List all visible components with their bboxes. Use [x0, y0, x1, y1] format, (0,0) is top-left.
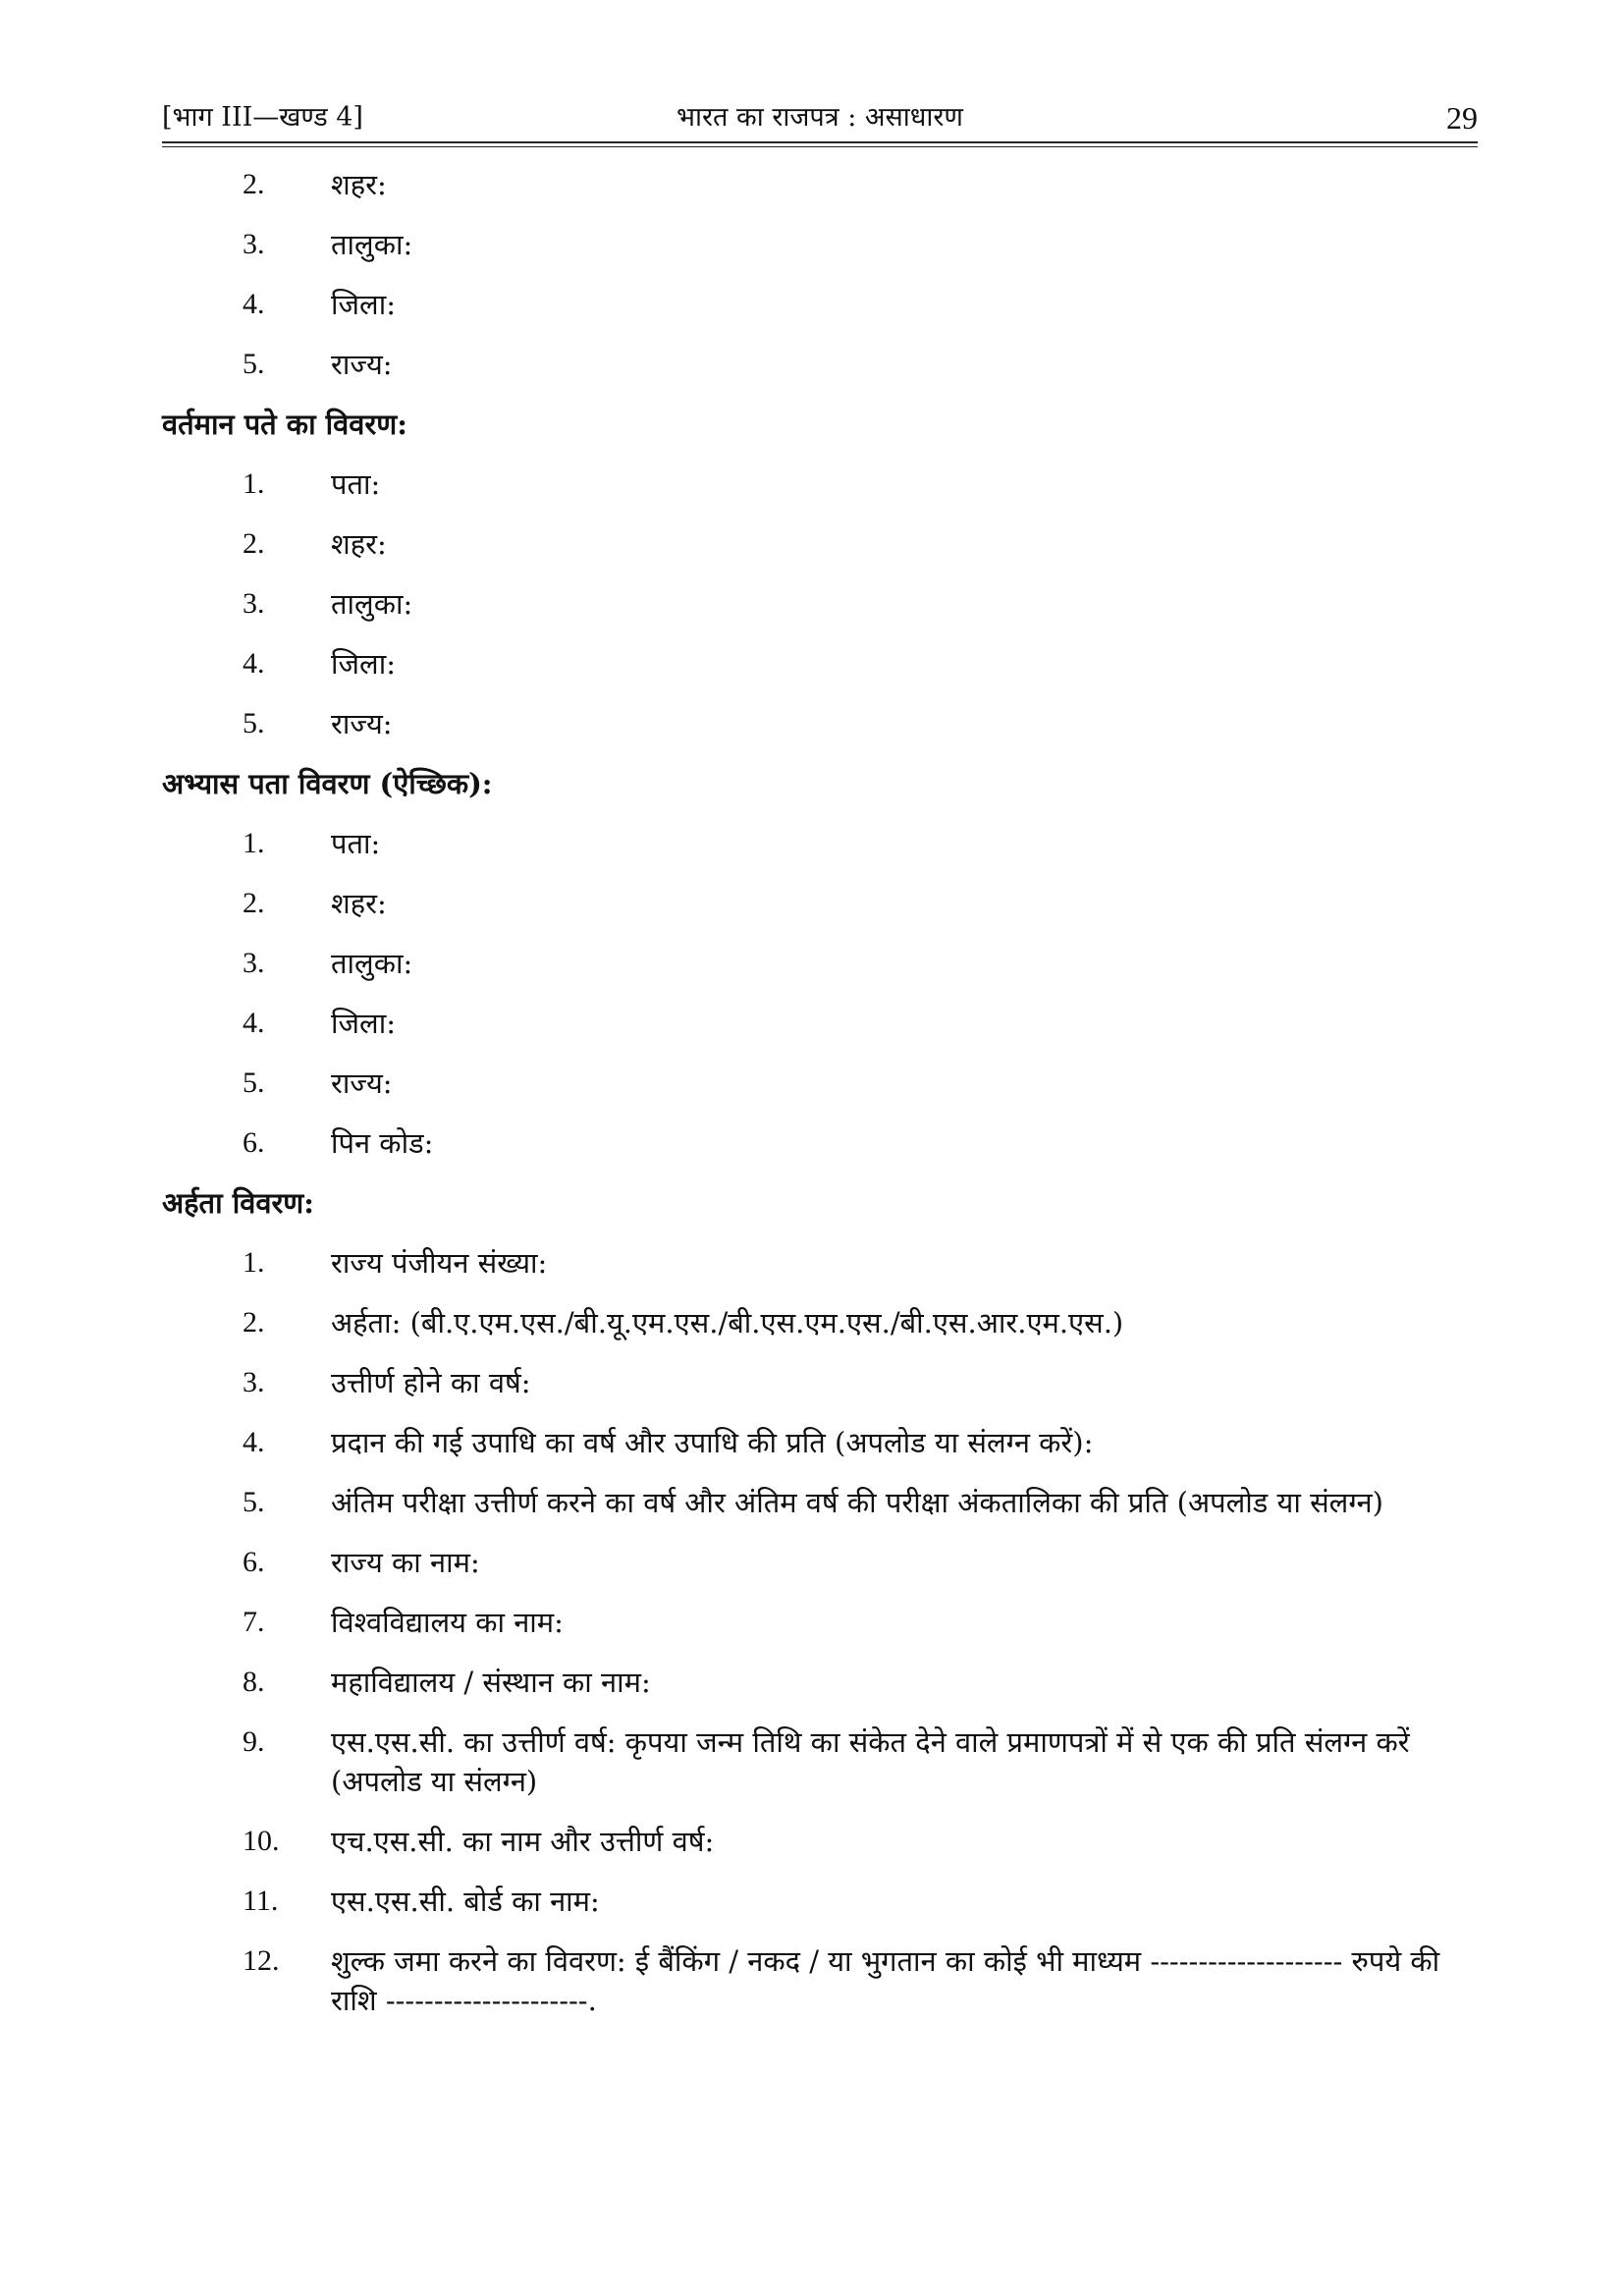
item-number: 2.	[243, 1306, 265, 1339]
list-item	[162, 1722, 1478, 1801]
item-text: राज्य पंजीयन संख्या:	[331, 1246, 548, 1280]
list-item	[162, 524, 1478, 564]
form-section	[162, 405, 1478, 743]
list-item	[162, 1483, 1478, 1522]
item-text: एच.एस.सी. का नाम और उत्तीर्ण वर्ष:	[331, 1825, 715, 1858]
item-text: तालुका:	[331, 947, 413, 980]
list-item	[162, 824, 1478, 863]
list-item	[162, 465, 1478, 504]
item-number: 8.	[243, 1666, 265, 1698]
list-item	[162, 285, 1478, 324]
list-item	[162, 704, 1478, 743]
list-item	[162, 225, 1478, 264]
item-number: 3.	[243, 1366, 265, 1398]
list-item	[162, 1822, 1478, 1861]
section-title: अभ्यास पता विवरण (ऐच्छिक):	[162, 767, 493, 800]
item-number: 4.	[243, 1007, 265, 1039]
item-text: तालुका:	[331, 228, 413, 261]
item-text: तालुका:	[331, 587, 413, 621]
item-text: राज्य का नाम:	[331, 1546, 480, 1579]
item-number: 1.	[243, 467, 265, 500]
item-text: राज्य:	[331, 348, 393, 381]
item-text: पता:	[331, 467, 381, 501]
item-text: महाविद्यालय / संस्थान का नाम:	[331, 1666, 651, 1699]
page-header	[162, 98, 1478, 137]
item-number: 6.	[243, 1546, 265, 1578]
item-number: 12.	[243, 1944, 280, 1977]
item-text: उत्तीर्ण होने का वर्ष:	[331, 1366, 531, 1399]
list-item	[162, 584, 1478, 624]
item-text: अर्हता: (बी.ए.एम.एस./बी.यू.एम.एस./बी.एस.एम.एस./बी.एस.आर.एम.एस.)	[331, 1306, 1124, 1339]
section-title: वर्तमान पते का विवरण:	[162, 408, 407, 441]
item-text: शहर:	[331, 168, 387, 201]
item-number: 10.	[243, 1825, 280, 1857]
item-text: शुल्क जमा करने का विवरण: ई बैंकिंग / नकद / या भुगतान का कोई भी माध्यम -------------------- रुपये की राशि ---------------------.	[331, 1944, 1440, 2017]
item-text: राज्य:	[331, 1066, 393, 1100]
item-number: 1.	[243, 1246, 265, 1279]
list-item	[162, 944, 1478, 983]
item-text: जिला:	[331, 647, 396, 681]
item-number: 5.	[243, 707, 265, 739]
item-number: 11.	[243, 1885, 279, 1917]
item-number: 3.	[243, 947, 265, 979]
header-gazette-title: भारत का राजपत्र : असाधारण	[677, 102, 963, 133]
item-text: शहर:	[331, 527, 387, 561]
item-text: पिन कोड:	[331, 1126, 434, 1160]
list-item	[162, 884, 1478, 923]
item-text: जिला:	[331, 1007, 396, 1040]
item-number: 3.	[243, 587, 265, 620]
item-number: 3.	[243, 228, 265, 260]
list-item	[162, 165, 1478, 204]
item-number: 1.	[243, 827, 265, 859]
item-number: 4.	[243, 288, 265, 320]
form-section	[162, 764, 1478, 1163]
item-number: 2.	[243, 887, 265, 919]
form-fields-content	[162, 165, 1478, 2041]
list-item	[162, 1303, 1478, 1342]
item-text: एस.एस.सी. का उत्तीर्ण वर्ष: कृपया जन्म तिथि का संकेत देने वाले प्रमाणपत्रों में से एक की प्रति संलग्न करें (अपलोड या संलग्न)	[331, 1725, 1410, 1798]
list-item	[162, 1882, 1478, 1921]
item-number: 5.	[243, 1066, 265, 1099]
list-item	[162, 345, 1478, 384]
header-rule-thin	[162, 146, 1478, 147]
list-item	[162, 1423, 1478, 1462]
item-number: 5.	[243, 1486, 265, 1518]
item-text: विश्वविद्यालय का नाम:	[331, 1606, 564, 1639]
item-text: जिला:	[331, 288, 396, 321]
list-item	[162, 1363, 1478, 1402]
item-number: 2.	[243, 527, 265, 560]
item-text: शहर:	[331, 887, 387, 920]
list-item	[162, 1064, 1478, 1103]
header-rule-thick	[162, 141, 1478, 143]
list-item	[162, 1243, 1478, 1283]
item-number: 6.	[243, 1126, 265, 1159]
section-title: अर्हता विवरण:	[162, 1186, 314, 1220]
item-number: 7.	[243, 1606, 265, 1638]
item-text: प्रदान की गई उपाधि का वर्ष और उपाधि की प्रति (अपलोड या संलग्न करें):	[331, 1426, 1094, 1459]
list-item	[162, 1941, 1478, 2020]
list-item	[162, 1543, 1478, 1582]
list-item	[162, 644, 1478, 683]
form-section	[162, 1183, 1478, 2020]
item-number: 5.	[243, 348, 265, 380]
form-section	[162, 165, 1478, 384]
header-part-label: [भाग III—खण्ड 4]	[162, 102, 363, 133]
item-text: अंतिम परीक्षा उत्तीर्ण करने का वर्ष और अंतिम वर्ष की परीक्षा अंकतालिका की प्रति (अपलोड या संलग्न)	[331, 1486, 1383, 1519]
list-item	[162, 1004, 1478, 1043]
list-item	[162, 1663, 1478, 1702]
list-item	[162, 1603, 1478, 1642]
list-item	[162, 1123, 1478, 1163]
item-number: 4.	[243, 1426, 265, 1458]
item-number: 9.	[243, 1725, 265, 1758]
item-text: एस.एस.सी. बोर्ड का नाम:	[331, 1885, 600, 1918]
item-number: 2.	[243, 168, 265, 200]
item-text: पता:	[331, 827, 381, 860]
item-number: 4.	[243, 647, 265, 680]
item-text: राज्य:	[331, 707, 393, 740]
page-number: 29	[1446, 100, 1478, 136]
